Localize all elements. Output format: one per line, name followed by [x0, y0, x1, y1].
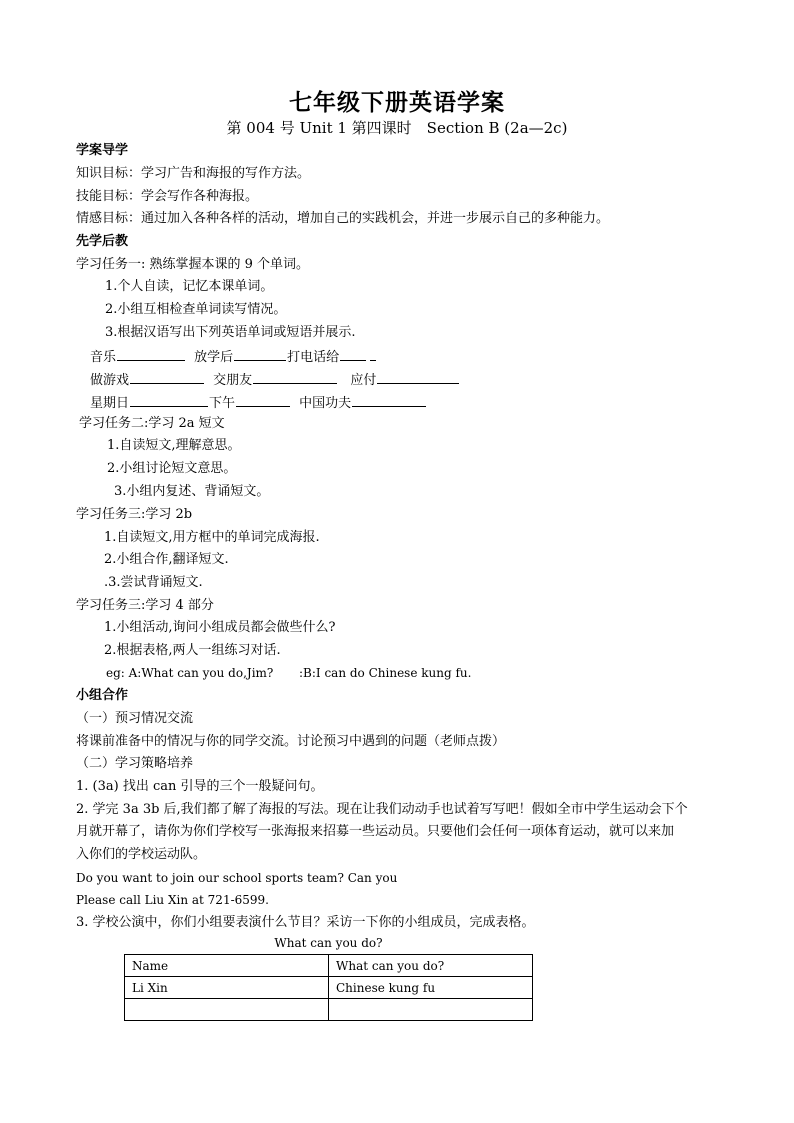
vocab-label: 星期日 — [90, 396, 130, 411]
vocab-label: 中国功夫 — [299, 396, 352, 411]
task1-item-3: 3.根据汉语写出下列英语单词或短语并展示. — [105, 325, 356, 340]
answer-blank[interactable] — [340, 347, 366, 361]
section-heading-guide: 学案导学 — [76, 143, 129, 158]
page-title: 七年级下册英语学案 — [289, 90, 505, 116]
task3-item-3: .3.尝试背诵短文. — [104, 575, 203, 590]
answer-blank[interactable] — [352, 393, 426, 407]
part2-heading: （二）学习策略培养 — [76, 756, 194, 771]
part1-heading: （一）预习情况交流 — [76, 711, 194, 726]
table-cell[interactable]: Li Xin — [125, 977, 329, 999]
table-header-cell: What can you do? — [329, 955, 533, 977]
poster-line-1: Do you want to join our school sports team? Can you — [76, 871, 398, 885]
part1-text: 将课前准备中的情况与你的同学交流。讨论预习中遇到的问题（老师点拨） — [76, 734, 506, 749]
page-subtitle: 第 004 号 Unit 1 第四课时 Section B (2a—2c) — [226, 119, 568, 137]
question-1: 1. (3a) 找出 can 引导的三个一般疑问句。 — [76, 779, 324, 794]
dialogue-example-a: eg: A:What can you do,Jim? — [106, 666, 274, 680]
task3-title: 学习任务三:学习 2b — [76, 507, 193, 522]
table-header-cell: Name — [125, 955, 329, 977]
answer-blank[interactable] — [130, 393, 208, 407]
task4-title: 学习任务三:学习 4 部分 — [76, 598, 214, 613]
task3-item-2: 2.小组合作,翻译短文. — [104, 552, 229, 567]
vocab-row-1 — [90, 347, 377, 365]
task2-item-1: 1.自读短文,理解意思。 — [107, 438, 241, 453]
task1-item-2: 2.小组互相检查单词读写情况。 — [105, 302, 287, 317]
vocab-row-3 — [90, 393, 427, 411]
section-heading-group: 小组合作 — [76, 688, 129, 703]
task2-item-3: 3.小组内复述、背诵短文。 — [114, 484, 270, 499]
answer-blank[interactable] — [236, 393, 290, 407]
vocab-row-2 — [90, 370, 460, 388]
vocab-label: 应付 — [350, 373, 377, 388]
task4-item-2: 2.根据表格,两人一组练习对话. — [104, 643, 281, 658]
answer-blank[interactable] — [117, 347, 185, 361]
table-caption: What can you do? — [274, 936, 383, 950]
answer-blank[interactable] — [370, 347, 376, 361]
table-cell[interactable] — [125, 999, 329, 1021]
table-cell[interactable]: Chinese kung fu — [329, 977, 533, 999]
task2-item-2: 2.小组讨论短文意思。 — [107, 461, 237, 476]
task3-item-1: 1.自读短文,用方框中的单词完成海报. — [104, 530, 320, 545]
goal-emotion: 情感目标：通过加入各种各样的活动，增加自己的实践机会，并进一步展示自己的多种能力。 — [76, 211, 610, 226]
goal-skill: 技能目标：学会写作各种海报。 — [76, 189, 259, 204]
task4-item-1: 1.小组活动,询问小组成员都会做些什么? — [104, 620, 336, 635]
answer-blank[interactable] — [130, 370, 204, 384]
goal-knowledge: 知识目标：学习广告和海报的写作方法。 — [76, 166, 311, 181]
task2-title: 学习任务二:学习 2a 短文 — [79, 416, 225, 431]
vocab-label: 打电话给 — [287, 350, 340, 365]
table-row — [125, 999, 533, 1021]
question-2-line-3: 入你们的学校运动队。 — [76, 847, 207, 862]
vocab-label: 音乐 — [90, 350, 117, 365]
vocab-label: 交朋友 — [213, 373, 253, 388]
answer-blank[interactable] — [377, 370, 459, 384]
answer-blank[interactable] — [253, 370, 337, 384]
vocab-label: 下午 — [209, 396, 236, 411]
answer-blank[interactable] — [234, 347, 286, 361]
vocab-label: 放学后 — [194, 350, 234, 365]
section-heading-prestudy: 先学后教 — [76, 234, 129, 249]
table-row — [125, 977, 533, 999]
survey-table — [124, 954, 533, 1021]
dialogue-example-b: :B:I can do Chinese kung fu. — [299, 666, 472, 680]
poster-line-2: Please call Liu Xin at 721-6599. — [76, 893, 269, 907]
task1-title: 学习任务一: 熟练掌握本课的 9 个单词。 — [76, 257, 310, 272]
table-header-row — [125, 955, 533, 977]
question-3: 3. 学校公演中，你们小组要表演什么节目？采访一下你的小组成员，完成表格。 — [76, 915, 535, 930]
task1-item-1: 1.个人自读，记忆本课单词。 — [105, 279, 274, 294]
vocab-label: 做游戏 — [90, 373, 130, 388]
question-2-line-2: 月就开幕了，请你为你们学校写一张海报来招募一些运动员。只要他们会任何一项体育运动，就可以来加 — [76, 824, 675, 839]
question-2-line-1: 2. 学完 3a 3b 后,我们都了解了海报的写法。现在让我们动动手也试着写写吧！假如全市中学生运动会下个 — [76, 802, 688, 817]
table-cell[interactable] — [329, 999, 533, 1021]
